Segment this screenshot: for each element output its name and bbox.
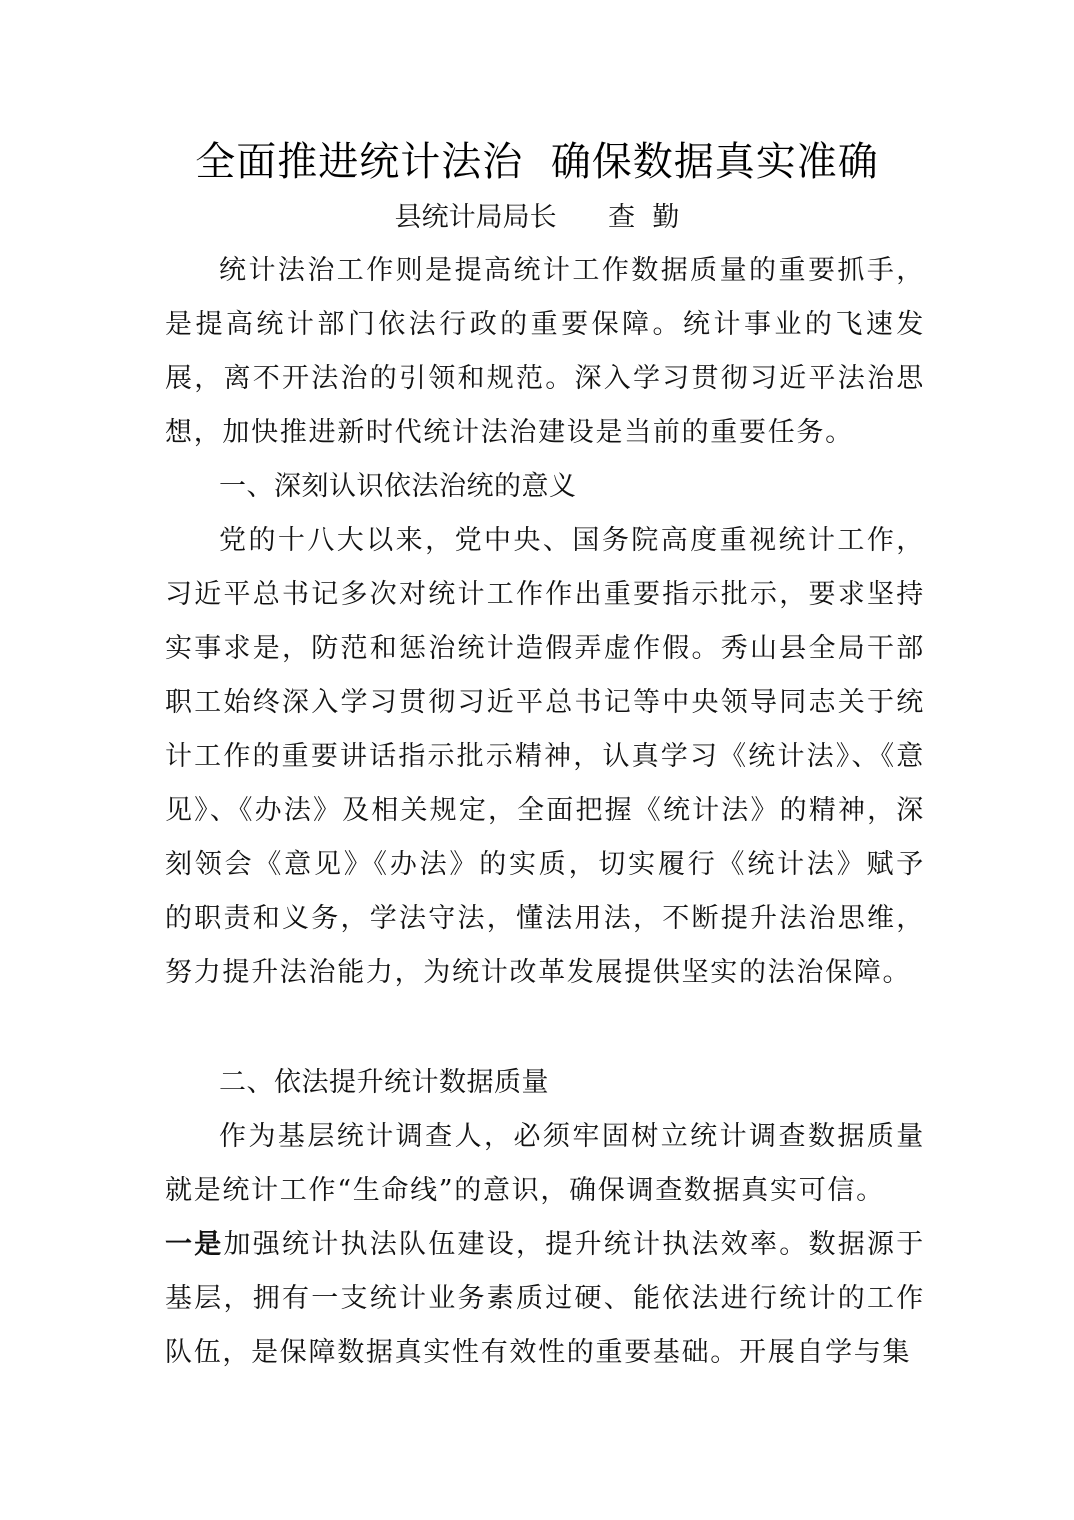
body-part-2 xyxy=(165,1056,925,1380)
point-one-lead: 一是 xyxy=(165,1229,224,1260)
section-2-paragraph-2 xyxy=(165,1218,925,1380)
section-2-paragraph-1: 作为基层统计调查人，必须牢固树立统计调查数据质量就是统计工作“生命线”的意识，确保调查数据真实可信。 xyxy=(165,1121,925,1206)
section-2-heading: 二、依法提升统计数据质量 xyxy=(219,1067,549,1098)
document-title: 全面推进统计法治 确保数据真实准确 xyxy=(195,139,879,185)
section-1-paragraph: 党的十八大以来，党中央、国务院高度重视统计工作，习近平总书记多次对统计工作作出重要指示批示，要求坚持实事求是，防范和惩治统计造假弄虚作假。秀山县全局干部职工始终深入学习贯彻习近平总书记等中央领导同志关于统计工作的重要讲话指示批示精神，认真学习《统计法》、《意见》、《办法》及相关规定，全面把握《统计法》的精神，深刻领会《意见》《办法》的实质，切实履行《统计法》赋予的职责和义务，学法守法，懂法用法，不断提升法治思维，努力提升法治能力，为统计改革发展提供坚实的法治保障。 xyxy=(165,525,925,988)
body-part-1 xyxy=(165,244,925,1000)
section-1-heading: 一、深刻认识依法治统的意义 xyxy=(219,471,577,502)
author-line: 县统计局局长 查 勤 xyxy=(394,202,680,233)
point-one-text: 加强统计执法队伍建设，提升统计执法效率。数据源于基层，拥有一支统计业务素质过硬、能依法进行统计的工作队伍，是保障数据真实性有效性的重要基础。开展自学与集 xyxy=(165,1229,925,1368)
intro-paragraph: 统计法治工作则是提高统计工作数据质量的重要抓手，是提高统计部门依法行政的重要保障。统计事业的飞速发展，离不开法治的引领和规范。深入学习贯彻习近平法治思想，加快推进新时代统计法治建设是当前的重要任务。 xyxy=(165,255,925,448)
